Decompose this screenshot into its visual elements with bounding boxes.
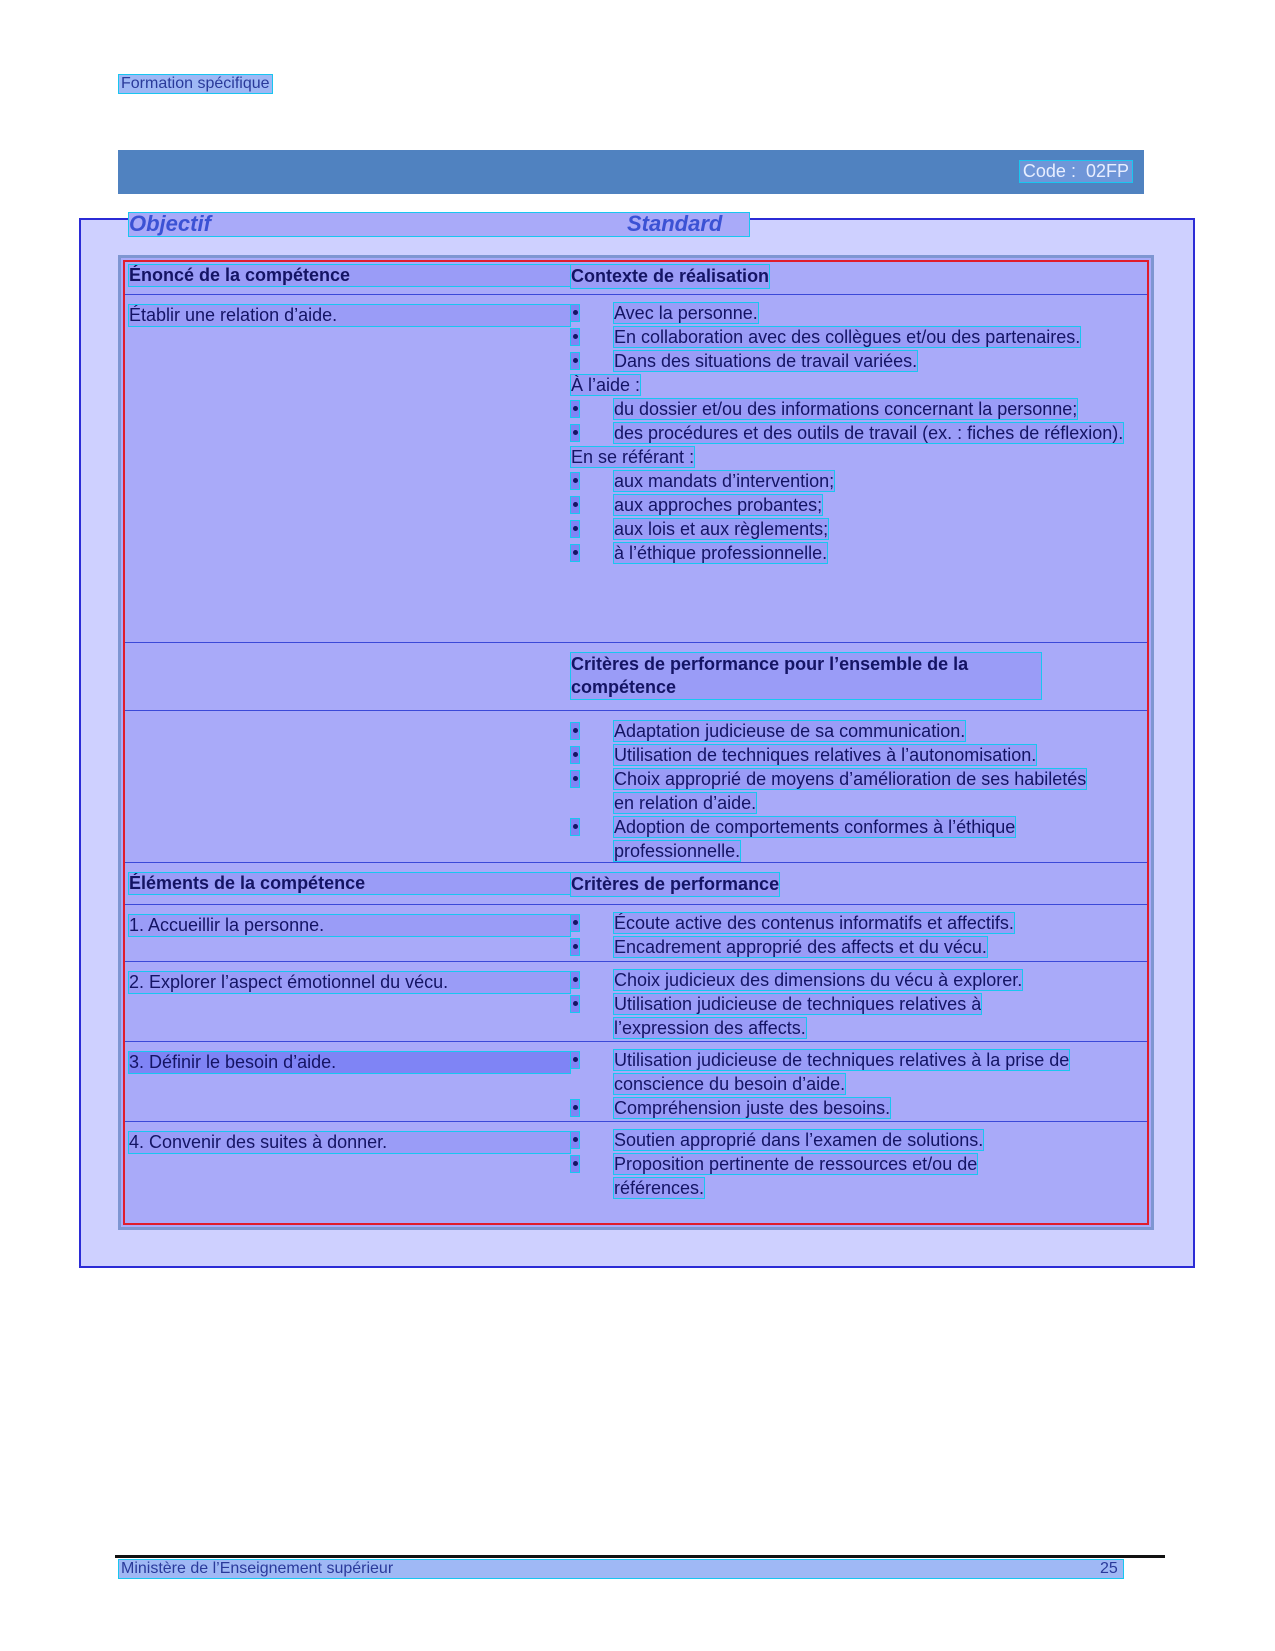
list-item: Choix approprié de moyens d’amélioration de ses habiletés en relation d’aide.: [571, 767, 1091, 815]
objectif-heading: [129, 213, 749, 236]
contexte-heading: Contexte de réalisation: [571, 266, 770, 286]
footer-rule: [115, 1555, 1165, 1558]
bullet-icon: [571, 305, 579, 321]
list-item: aux approches probantes;: [571, 493, 1151, 517]
list-item: Adoption de comportements conformes à l’éthique professionnelle.: [571, 815, 1091, 863]
code-label: [1020, 161, 1132, 182]
bullet-icon: [571, 972, 579, 988]
elements-heading: Éléments de la compétence: [129, 873, 570, 894]
bullet-icon: [571, 329, 579, 345]
bullet-icon: [571, 747, 579, 763]
page-number: 25: [1100, 1560, 1118, 1577]
objectif-label: Objectif: [129, 211, 211, 236]
element-label: 4. Convenir des suites à donner.: [129, 1132, 570, 1153]
list-item: des procédures et des outils de travail (ex. : fiches de réflexion).: [571, 421, 1151, 445]
bullet-icon: [571, 996, 579, 1012]
footer-ministry-text: Ministère de l’Enseignement supérieur: [121, 1560, 394, 1577]
bullet-icon: [571, 497, 579, 513]
standard-label: Standard: [627, 211, 723, 236]
list-item: aux lois et aux règlements;: [571, 517, 1151, 541]
running-header: Formation spécifique: [121, 75, 270, 92]
contexte-row: [125, 294, 1147, 642]
element-label: 2. Explorer l’aspect émotionnel du vécu.: [129, 972, 570, 993]
list-item: aux mandats d’intervention;: [571, 469, 1151, 493]
list-item: Dans des situations de travail variées.: [571, 349, 1151, 373]
bullet-icon: [571, 401, 579, 417]
bullet-icon: [571, 353, 579, 369]
list-item: Écoute active des contenus informatifs et affectifs.: [571, 911, 1151, 935]
list-item: Proposition pertinente de ressources et/ou de références.: [571, 1152, 1041, 1200]
code-bar: [118, 150, 1144, 194]
bullet-icon: [571, 1156, 579, 1172]
list-item: Utilisation judicieuse de techniques relatives à la prise de conscience du besoin d’aide.: [571, 1048, 1151, 1096]
bullet-icon: [571, 473, 579, 489]
element-row: [125, 1121, 1147, 1221]
code-value: 02FP: [1085, 161, 1129, 181]
bullet-icon: [571, 723, 579, 739]
referant-label: En se référant :: [571, 447, 695, 467]
criteres-ensemble-row: [125, 710, 1147, 862]
list-item: Avec la personne.: [571, 301, 1151, 325]
list-item: Soutien approprié dans l’examen de solutions.: [571, 1128, 1041, 1152]
list-item: En collaboration avec des collègues et/ou des partenaires.: [571, 325, 1151, 349]
enonce-text: Établir une relation d’aide.: [129, 305, 570, 326]
code-label-text: Code :: [1022, 161, 1076, 181]
aide-label: À l’aide :: [571, 375, 641, 395]
criteres-ensemble-heading-row: [125, 642, 1147, 710]
element-row: [125, 1041, 1147, 1121]
bullet-icon: [571, 521, 579, 537]
list-item: Choix judicieux des dimensions du vécu à explorer.: [571, 968, 1031, 992]
list-item: à l’éthique professionnelle.: [571, 541, 1151, 565]
bullet-icon: [571, 1132, 579, 1148]
list-item: Utilisation judicieuse de techniques relatives à l’expression des affects.: [571, 992, 1031, 1040]
bullet-icon: [571, 545, 579, 561]
bullet-icon: [571, 425, 579, 441]
bullet-icon: [571, 939, 579, 955]
elements-header-row: [125, 862, 1147, 904]
list-item: Encadrement approprié des affects et du vécu.: [571, 935, 1151, 959]
criteres-heading: Critères de performance: [571, 874, 780, 894]
criteres-ensemble-heading: Critères de performance pour l’ensemble de la compétence: [571, 653, 1041, 699]
bullet-icon: [571, 1052, 579, 1068]
element-label: 1. Accueillir la personne.: [129, 915, 570, 936]
table-header-row: [125, 262, 1147, 294]
bullet-icon: [571, 1100, 579, 1116]
list-item: Adaptation judicieuse de sa communication.: [571, 719, 1091, 743]
bullet-icon: [571, 819, 579, 835]
list-item: Utilisation de techniques relatives à l’autonomisation.: [571, 743, 1091, 767]
list-item: Compréhension juste des besoins.: [571, 1096, 1151, 1120]
enonce-heading: Énoncé de la compétence: [129, 265, 570, 286]
element-row: [125, 904, 1147, 961]
footer-ministry: [119, 1560, 1123, 1578]
list-item: du dossier et/ou des informations concernant la personne;: [571, 397, 1151, 421]
element-label: 3. Définir le besoin d’aide.: [129, 1052, 570, 1073]
bullet-icon: [571, 771, 579, 787]
bullet-icon: [571, 915, 579, 931]
element-row: [125, 961, 1147, 1041]
